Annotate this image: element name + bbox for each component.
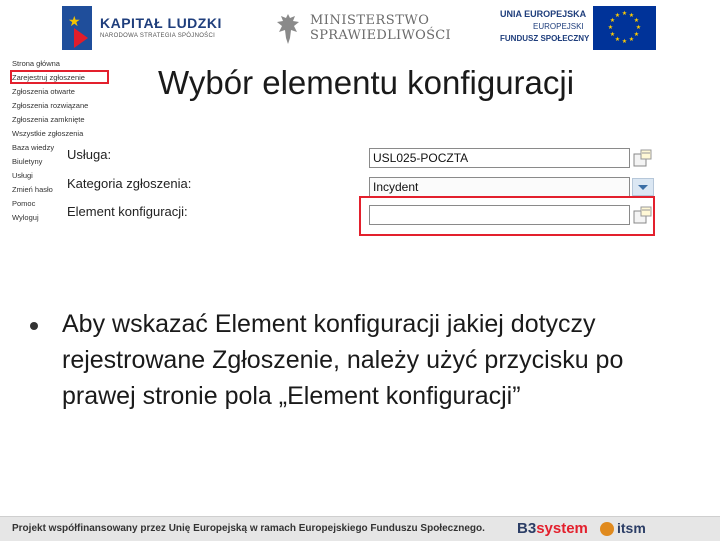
- config-item-label: Element konfiguracji:: [67, 204, 188, 219]
- sidebar-item-services[interactable]: Usługi: [12, 171, 33, 180]
- svg-text:★: ★: [621, 10, 628, 17]
- eu-text-line2: EUROPEJSKI: [533, 22, 584, 31]
- sidebar-item-all-tickets[interactable]: Wszystkie zgłoszenia: [12, 129, 84, 138]
- lookup-icon: [632, 148, 654, 168]
- red-wedge-icon: [74, 28, 88, 48]
- logo-bar: [0, 0, 720, 58]
- svg-text:★: ★: [633, 31, 640, 38]
- kapital-ludzki-logo: [62, 6, 92, 50]
- service-lookup-button[interactable]: [632, 148, 654, 168]
- svg-text:★: ★: [609, 17, 616, 24]
- eu-text-line1: UNIA EUROPEJSKA: [500, 9, 587, 19]
- sidebar-item-resolved-tickets[interactable]: Zgłoszenia rozwiązane: [12, 101, 89, 110]
- svg-text:★: ★: [628, 36, 635, 43]
- ministry-title-line1: MINISTERSTWO: [310, 13, 430, 28]
- eu-text-line3: FUNDUSZ SPOŁECZNY: [500, 34, 590, 43]
- category-dropdown-button[interactable]: [632, 178, 654, 196]
- footer-bar: [0, 516, 720, 541]
- sidebar-item-closed-tickets[interactable]: Zgłoszenia zamknięte: [12, 115, 85, 124]
- star-icon: ★: [68, 13, 81, 29]
- page-title: Wybór elementu konfiguracji: [158, 64, 575, 101]
- b3-prefix: B3: [517, 520, 537, 537]
- chevron-down-icon: [633, 179, 653, 195]
- b3-suffix: system: [536, 520, 588, 537]
- sidebar-item-help[interactable]: Pomoc: [12, 199, 36, 208]
- svg-text:★: ★: [621, 38, 628, 45]
- service-label: Usługa:: [67, 147, 112, 162]
- ministry-title-line2: SPRAWIEDLIWOŚCI: [310, 28, 451, 43]
- svg-text:★: ★: [609, 31, 616, 38]
- svg-text:★: ★: [614, 12, 621, 19]
- footer-text: Projekt współfinansowany przez Unię Europejską w ramach Europejskiego Funduszu Społecznego.: [12, 523, 485, 534]
- bullet-marker: [30, 322, 38, 330]
- sidebar-item-register-ticket[interactable]: Zarejestruj zgłoszenie: [12, 73, 85, 82]
- category-label: Kategoria zgłoszenia:: [67, 176, 192, 191]
- sidebar-item-bulletins[interactable]: Biuletyny: [12, 157, 43, 166]
- sidebar-item-logout[interactable]: Wyloguj: [12, 213, 39, 222]
- config-item-highlight: [359, 196, 655, 236]
- svg-text:★: ★: [635, 24, 642, 31]
- svg-text:★: ★: [614, 36, 621, 43]
- svg-text:★: ★: [607, 24, 614, 31]
- svg-text:★: ★: [633, 17, 640, 24]
- eagle-emblem-icon: [275, 12, 301, 46]
- service-field[interactable]: USL025-POCZTA: [369, 148, 630, 168]
- itsm-logo-text: itsm: [617, 520, 646, 536]
- register-ticket-highlight: [10, 70, 109, 84]
- bullet-text: Aby wskazać Element konfiguracji jakiej dotyczy rejestrowane Zgłoszenie, należy użyć przycisku po prawej stronie pola „Element konfiguracji”: [62, 310, 624, 410]
- sidebar-item-knowledge-base[interactable]: Baza wiedzy: [12, 143, 55, 152]
- itsm-logo-icon: [600, 522, 614, 536]
- svg-text:★: ★: [628, 12, 635, 19]
- sidebar-item-change-password[interactable]: Zmień hasło: [12, 185, 53, 194]
- kapital-ludzki-subtitle: NARODOWA STRATEGIA SPÓJNOŚCI: [100, 33, 216, 39]
- eu-flag-icon: [593, 6, 656, 50]
- sidebar-item-open-tickets[interactable]: Zgłoszenia otwarte: [12, 87, 75, 96]
- sidebar-item-home[interactable]: Strona główna: [12, 59, 60, 68]
- kapital-ludzki-title: KAPITAŁ LUDZKI: [100, 15, 222, 31]
- category-select[interactable]: Incydent: [369, 177, 630, 197]
- b3system-logo: [517, 520, 588, 537]
